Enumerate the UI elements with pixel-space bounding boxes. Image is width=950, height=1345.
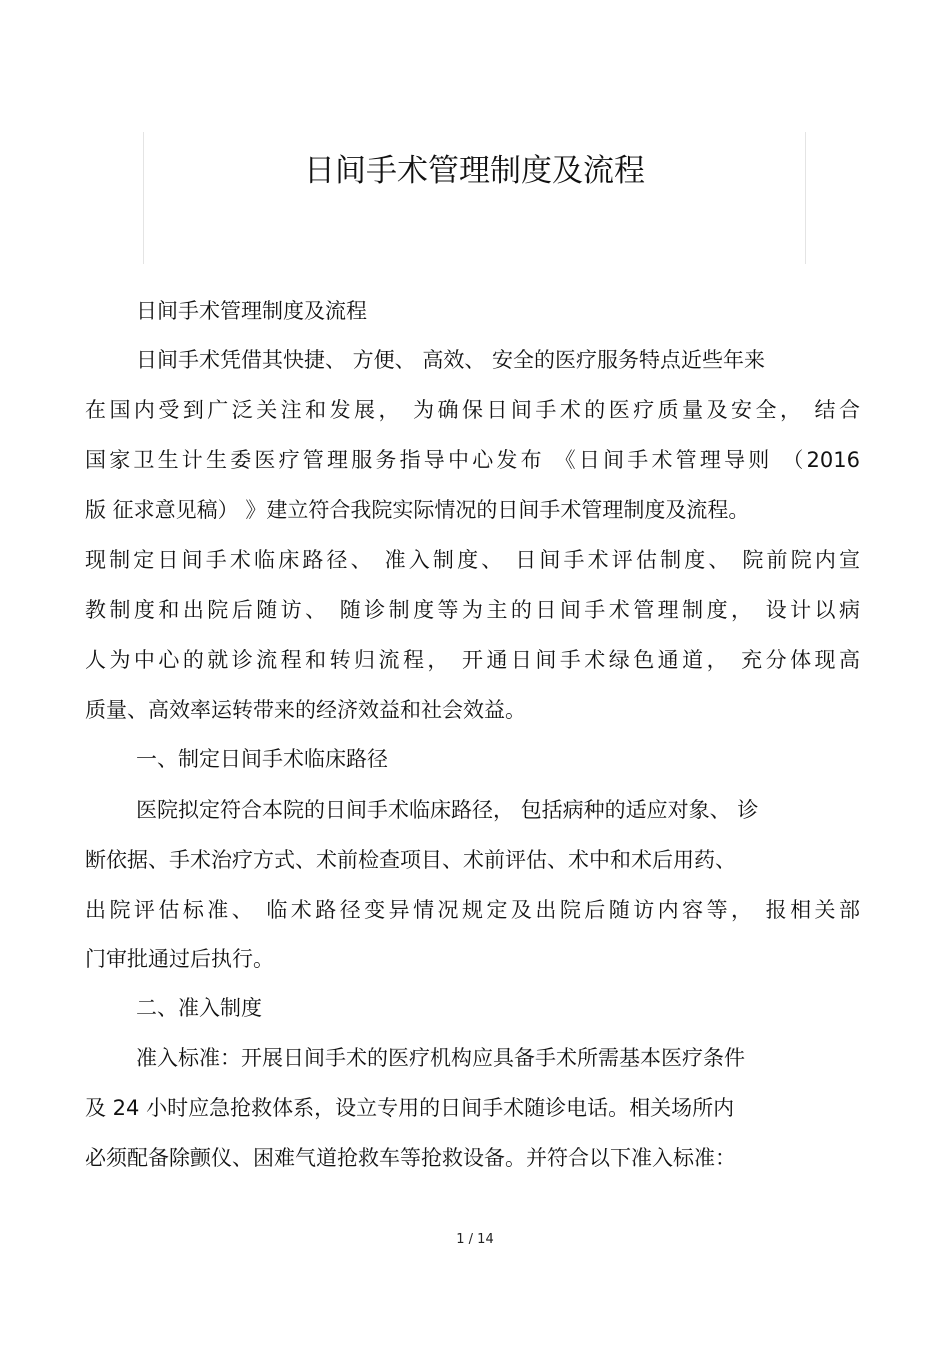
section-heading: 二、准入制度 xyxy=(136,996,262,1020)
paragraph-line: 在国内受到广泛关注和发展， 为确保日间手术的医疗质量及安全， 结合 xyxy=(85,398,860,422)
section-heading: 日间手术管理制度及流程 xyxy=(136,299,367,323)
page-title: 日间手术管理制度及流程 xyxy=(304,153,645,189)
paragraph-line: 教制度和出院后随访、 随诊制度等为主的日间手术管理制度， 设计以病 xyxy=(85,598,860,622)
paragraph-line: 必须配备除颤仪、困难气道抢救车等抢救设备。并符合以下准入标准： xyxy=(85,1146,736,1170)
paragraph-line: 版 征求意见稿） 》建立符合我院实际情况的日间手术管理制度及流程。 xyxy=(85,498,750,522)
paragraph-line: 门审批通过后执行。 xyxy=(85,947,274,971)
page-number: 1 / 14 xyxy=(456,1232,494,1247)
paragraph-line: 及 24 小时应急抢救体系，设立专用的日间手术随诊电话。相关场所内 xyxy=(85,1096,735,1120)
paragraph-line: 日间手术凭借其快捷、 方便、 高效、 安全的医疗服务特点近些年来 xyxy=(136,348,766,372)
paragraph-line: 出院评估标准、 临术路径变异情况规定及出院后随访内容等， 报相关部 xyxy=(85,898,860,922)
paragraph-line: 国家卫生计生委医疗管理服务指导中心发布 《日间手术管理导则 （2016 xyxy=(85,448,860,472)
section-heading: 一、制定日间手术临床路径 xyxy=(136,747,388,771)
paragraph-line: 准入标准：开展日间手术的医疗机构应具备手术所需基本医疗条件 xyxy=(136,1046,745,1070)
title-box xyxy=(143,132,806,264)
paragraph-line: 质量、高效率运转带来的经济效益和社会效益。 xyxy=(85,698,526,722)
paragraph-line: 医院拟定符合本院的日间手术临床路径， 包括病种的适应对象、 诊 xyxy=(136,798,759,822)
paragraph-line: 人为中心的就诊流程和转归流程， 开通日间手术绿色通道， 充分体现高 xyxy=(85,648,860,672)
paragraph-line: 现制定日间手术临床路径、 准入制度、 日间手术评估制度、 院前院内宣 xyxy=(85,548,860,572)
paragraph-line: 断依据、手术治疗方式、术前检查项目、术前评估、术中和术后用药、 xyxy=(85,848,736,872)
